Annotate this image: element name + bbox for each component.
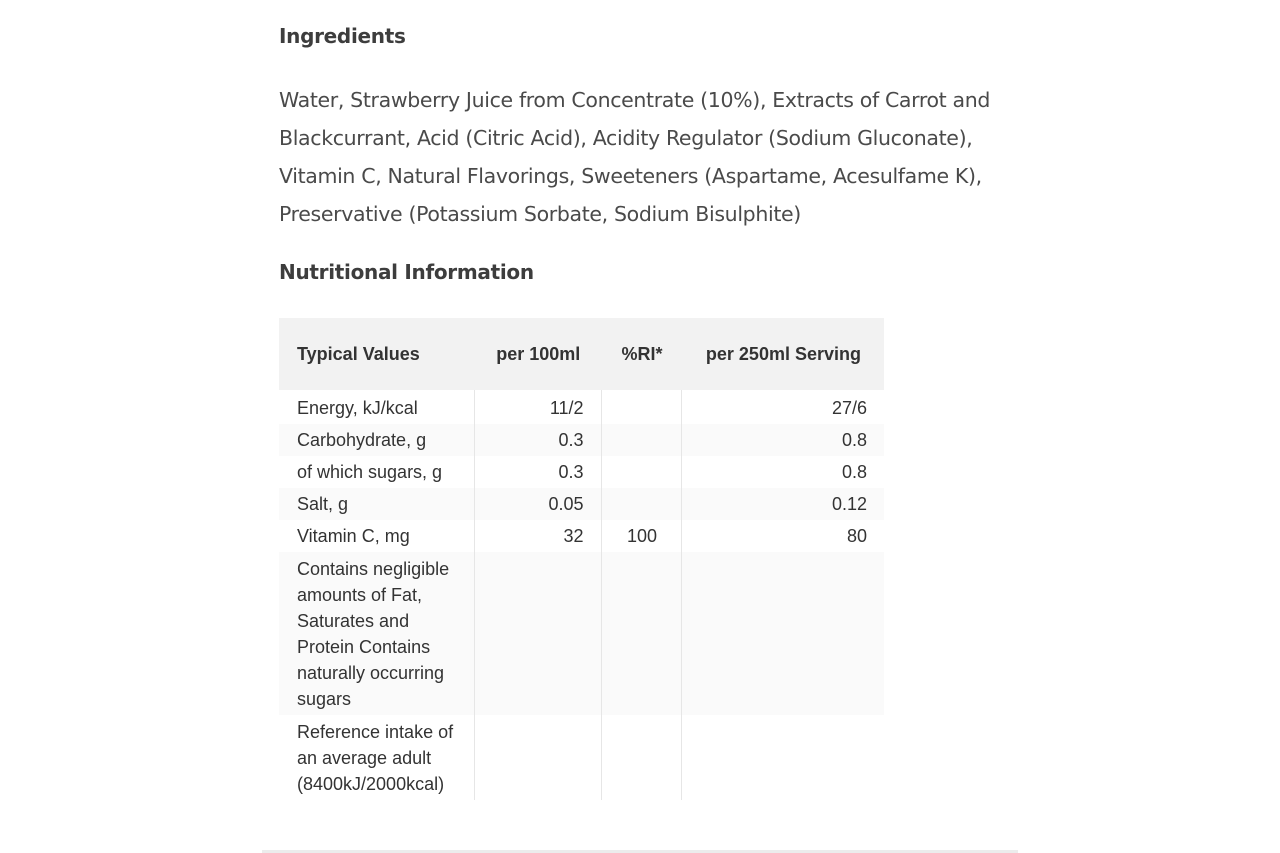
row-label: Salt, g <box>279 488 475 520</box>
empty-cell <box>601 715 682 800</box>
ingredients-heading: Ingredients <box>279 24 406 48</box>
per-100ml-value: 0.3 <box>475 456 602 488</box>
column-header-typical-values: Typical Values <box>279 318 475 390</box>
per-100ml-value: 0.05 <box>475 488 602 520</box>
ri-value <box>601 456 682 488</box>
nutrition-table <box>279 318 884 800</box>
per-100ml-value: 32 <box>475 520 602 552</box>
per-250ml-value: 80 <box>682 520 884 552</box>
per-100ml-value: 0.3 <box>475 424 602 456</box>
table-row <box>279 488 884 520</box>
reference-intake-note: Reference intake of an average adult (8400kJ/2000kcal) <box>297 722 454 794</box>
row-label: Energy, kJ/kcal <box>297 398 418 418</box>
empty-cell <box>601 552 682 715</box>
nutrition-heading: Nutritional Information <box>279 260 534 284</box>
table-row <box>279 390 884 424</box>
negligible-amounts-note: Contains negligible amounts of Fat, Saturates and Protein Contains naturally occurring sugars <box>279 552 475 715</box>
column-header-ri: %RI* <box>601 318 682 390</box>
table-row-note <box>279 552 884 715</box>
table-row-note <box>279 715 884 800</box>
ri-value: 100 <box>601 520 682 552</box>
row-label: Vitamin C, mg <box>297 526 410 546</box>
row-label: of which sugars, g <box>297 462 443 482</box>
per-250ml-value: 27/6 <box>682 390 884 424</box>
table-header-row <box>279 318 884 390</box>
ri-value <box>601 390 682 424</box>
per-250ml-value: 0.8 <box>682 424 884 456</box>
per-100ml-value: 11/2 <box>475 390 602 424</box>
empty-cell <box>682 552 884 715</box>
empty-cell <box>475 715 602 800</box>
table-row <box>279 424 884 456</box>
empty-cell <box>475 552 602 715</box>
column-header-per-250ml: per 250ml Serving <box>682 318 884 390</box>
table-row <box>279 520 884 552</box>
per-250ml-value: 0.12 <box>682 488 884 520</box>
row-label: Carbohydrate, g <box>279 424 475 456</box>
ri-value <box>601 424 682 456</box>
per-250ml-value: 0.8 <box>682 456 884 488</box>
ri-value <box>601 488 682 520</box>
ingredients-text: Water, Strawberry Juice from Concentrate (10%), Extracts of Carrot and Blackcurrant, Acid (Citric Acid), Acidity Regulator (Sodium Gluconate), Vitamin C, Natural Flavorings, Sweeteners (Aspartame, Acesulfame K), Preservative (Potassium Sorbate, Sodium Bisulphite) <box>279 88 991 226</box>
table-row <box>279 456 884 488</box>
empty-cell <box>682 715 884 800</box>
column-header-per-100ml: per 100ml <box>475 318 602 390</box>
